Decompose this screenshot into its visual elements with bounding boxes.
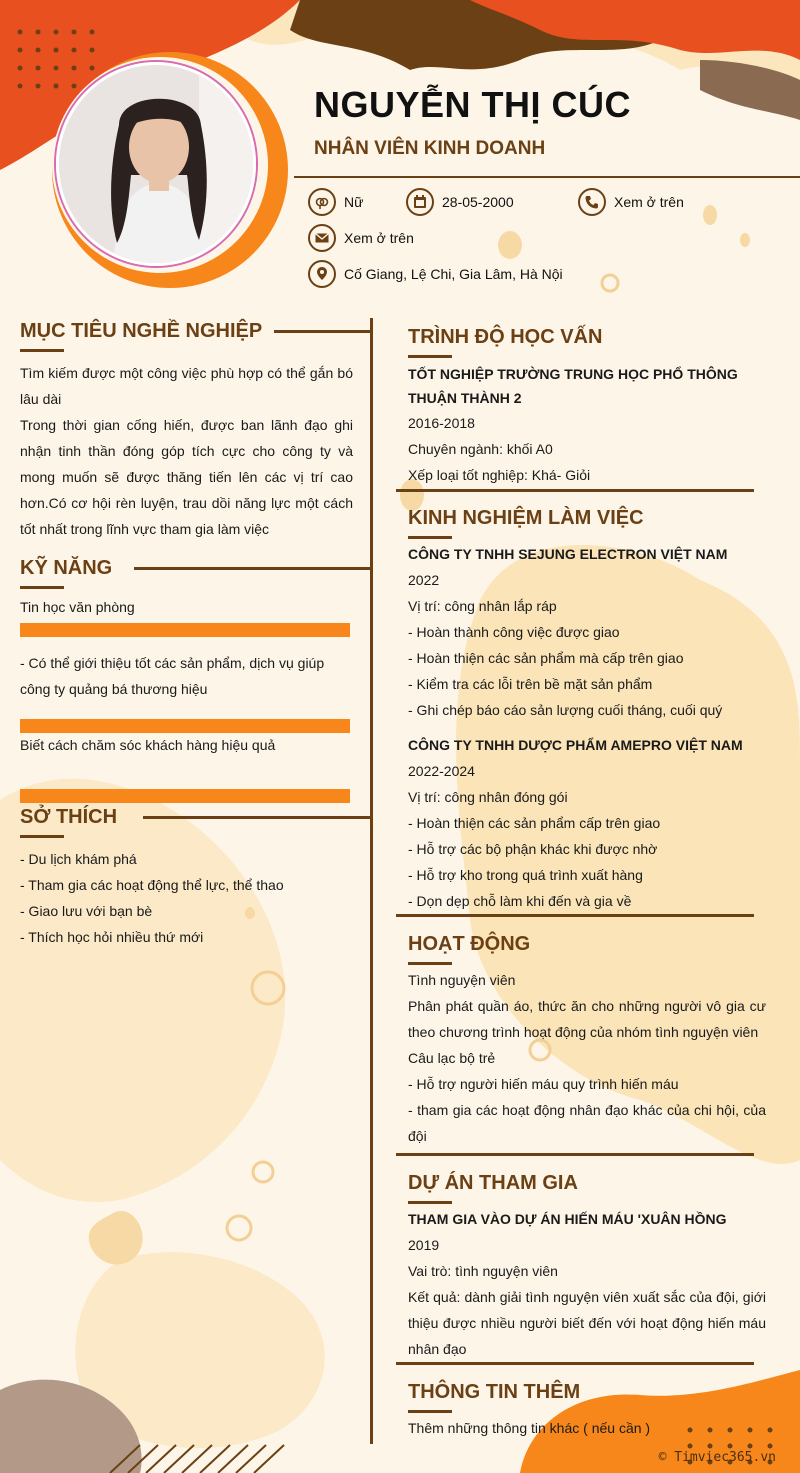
job-line: Vị trí: công nhân lắp ráp [408, 598, 557, 614]
experience-section [408, 507, 766, 914]
header-divider [294, 176, 800, 178]
job-line: - Hỗ trợ các bộ phận khác khi được nhờ [408, 841, 658, 857]
education-grade: Xếp loại tốt nghiệp: Khá- Giỏi [408, 467, 591, 483]
project-name: THAM GIA VÀO DỰ ÁN HIẾN MÁU 'XUÂN HỒNG [408, 1211, 727, 1227]
job-line: - Hoàn thiện các sản phẩm mà cấp trên giao [408, 650, 684, 666]
project-role: Vai trò: tình nguyện viên [408, 1263, 558, 1279]
extra-title: THÔNG TIN THÊM [408, 1381, 581, 1403]
activities-underline [408, 962, 452, 965]
job-line: - Hỗ trợ kho trong quá trình xuất hàng [408, 867, 643, 883]
skill-bar [20, 719, 350, 733]
contact-address-value: Cố Giang, Lệ Chi, Gia Lâm, Hà Nội [344, 266, 563, 282]
email-icon [308, 224, 336, 252]
job-line: - Ghi chép báo cáo sản lượng cuối tháng, cuối quý [408, 702, 723, 718]
project-year: 2019 [408, 1237, 440, 1253]
job-company: CÔNG TY TNHH SEJUNG ELECTRON VIỆT NAM [408, 546, 728, 562]
projects-title: DỰ ÁN THAM GIA [408, 1172, 578, 1194]
hobbies-underline [20, 835, 64, 838]
skill-bar [20, 789, 350, 803]
contact-gender [308, 188, 363, 216]
education-period: 2016-2018 [408, 415, 475, 431]
objective-rule [274, 330, 372, 333]
education-underline [408, 355, 452, 358]
contact-email-value: Xem ở trên [344, 230, 414, 246]
skills-underline [20, 586, 64, 589]
hobby-item: - Thích học hỏi nhiều thứ mới [20, 929, 204, 945]
skill-label: Biết cách chăm sóc khách hàng hiệu quả [20, 737, 276, 753]
contact-phone-value: Xem ở trên [614, 194, 684, 210]
job-title: NHÂN VIÊN KINH DOANH [314, 138, 546, 159]
extra-section [408, 1381, 766, 1441]
job-line: Vị trí: công nhân đóng gói [408, 789, 568, 805]
hobbies-title: SỞ THÍCH [20, 806, 118, 828]
candidate-name: NGUYỄN THỊ CÚC [314, 84, 632, 125]
calendar-icon [406, 188, 434, 216]
skill-bar-fill [20, 789, 350, 803]
job-line: - Hoàn thiện các sản phẩm cấp trên giao [408, 815, 661, 831]
activities-divider [396, 1153, 754, 1156]
skills-title: KỸ NĂNG [20, 557, 113, 579]
activities-text: Tình nguyện viên Phân phát quần áo, thức ăn cho những người vô gia cư theo chương trình hoạt động của nhóm tình nguyện viên Câu lạc bộ trẻ - Hỗ trợ người hiến máu quy trình hiến máu - tham gia các hoạt động nhân đạo khác của chi hội, của đội [408, 972, 766, 1144]
objective-title: MỤC TIÊU NGHỀ NGHIỆP [20, 320, 263, 342]
experience-divider [396, 914, 754, 917]
education-section [408, 326, 766, 488]
skill-bar [20, 623, 350, 637]
skills-rule [134, 567, 372, 570]
extra-underline [408, 1410, 452, 1413]
hobby-item: - Tham gia các hoạt động thể lực, thể thao [20, 877, 284, 893]
job-period: 2022-2024 [408, 763, 475, 779]
activities-section [408, 933, 766, 1149]
activities-title: HOẠT ĐỘNG [408, 933, 531, 955]
skills-section [20, 557, 372, 589]
objective-underline [20, 349, 64, 352]
hobbies-rule [143, 816, 372, 819]
hobby-item: - Giao lưu với bạn bè [20, 903, 153, 919]
job-company: CÔNG TY TNHH DƯỢC PHẨM AMEPRO VIỆT NAM [408, 737, 743, 753]
job-line: - Kiểm tra các lỗi trên bề mặt sản phẩm [408, 676, 653, 692]
contact-phone [578, 188, 684, 216]
extra-text: Thêm những thông tin khác ( nếu cần ) [408, 1420, 651, 1436]
location-pin-icon [308, 260, 336, 288]
contact-gender-value: Nữ [344, 194, 364, 210]
objective-section [20, 320, 372, 542]
education-divider [396, 489, 754, 492]
projects-underline [408, 1201, 452, 1204]
contact-birthday-value: 28-05-2000 [442, 194, 514, 210]
education-school: TỐT NGHIỆP TRƯỜNG TRUNG HỌC PHỔ THÔNG THUẬN THÀNH 2 [408, 366, 738, 406]
experience-underline [408, 536, 452, 539]
hobbies-section [20, 806, 372, 950]
job-line: - Hoàn thành công việc được giao [408, 624, 620, 640]
profile-photo [56, 62, 256, 266]
gender-icon [308, 188, 336, 216]
phone-icon [578, 188, 606, 216]
projects-section [408, 1172, 766, 1362]
job-period: 2022 [408, 572, 440, 588]
watermark: © Timviec365.vn [658, 1450, 776, 1465]
contact-birthday [406, 188, 514, 216]
project-result: Kết quả: dành giải tình nguyện viên xuất sắc của đội, giới thiệu được nhiều người biết đến với hoạt động hiến máu nhân đạo [408, 1289, 766, 1357]
projects-divider [396, 1362, 754, 1365]
job-line: - Dọn dẹp chỗ làm khi đến và gia về [408, 893, 632, 909]
contact-email [308, 224, 414, 252]
experience-title: KINH NGHIỆM LÀM VIỆC [408, 507, 644, 529]
skill-label: - Có thể giới thiệu tốt các sản phẩm, dịch vụ giúp công ty quảng bá thương hiệu [20, 655, 325, 697]
education-major: Chuyên ngành: khối A0 [408, 441, 553, 457]
skill-label: Tin học văn phòng [20, 599, 135, 615]
skill-bar-fill [20, 623, 350, 637]
skill-bar-fill [20, 719, 350, 733]
contact-address [308, 260, 563, 288]
education-title: TRÌNH ĐỘ HỌC VẤN [408, 326, 603, 348]
hobby-item: - Du lịch khám phá [20, 851, 137, 867]
objective-text: Tìm kiếm được một công việc phù hợp có thể gắn bó lâu dài Trong thời gian cống hiến, được ban lãnh đạo ghi nhận tinh thần đóng góp tích cực cho công ty và mong muốn sẽ được thăng tiến lên các vị trí cao hơn.Có cơ hội rèn luyện, trau dồi năng lực một cách tốt nhất trong lĩnh vực tham gia làm việc [20, 365, 353, 537]
